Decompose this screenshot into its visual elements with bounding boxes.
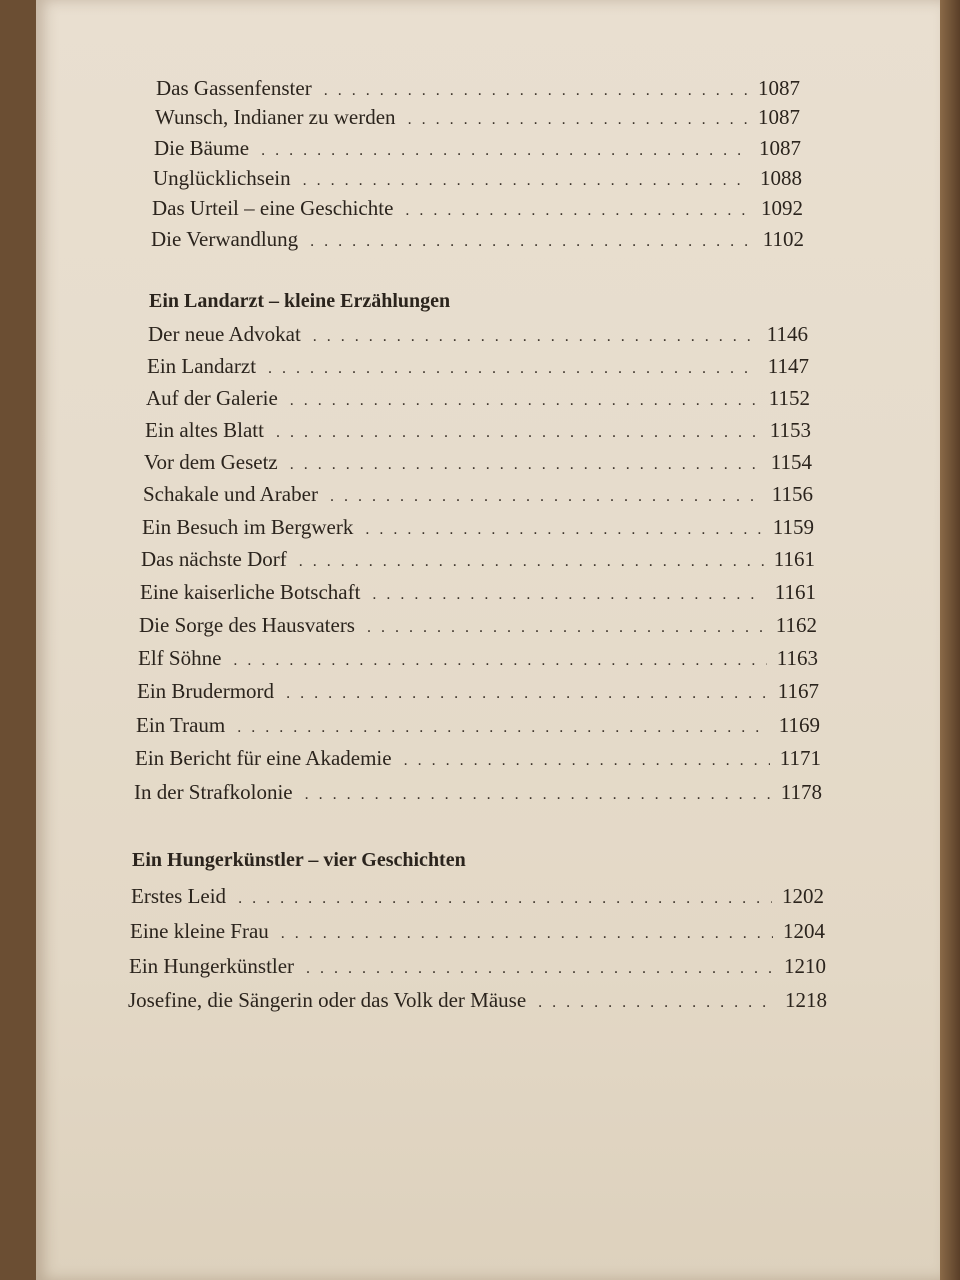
toc-entry-title: Die Verwandlung <box>151 227 299 251</box>
toc-entry-page: 1161 <box>773 547 815 571</box>
toc-entry-title: Ein Brudermord <box>137 679 275 703</box>
toc-entry-title: Josefine, die Sängerin oder das Volk der Mäuse <box>128 988 527 1012</box>
toc-entry-title: Das Urteil – eine Geschichte <box>152 196 394 220</box>
dot-leader <box>372 586 764 604</box>
dot-leader <box>237 719 768 737</box>
toc-entry <box>137 679 819 704</box>
dot-leader <box>233 652 766 670</box>
toc-entry <box>146 386 810 411</box>
dot-leader <box>281 925 773 943</box>
toc-entry <box>135 746 821 771</box>
section-heading: Ein Hungerkünstler – vier Geschichten <box>132 849 466 871</box>
dot-leader <box>313 328 757 346</box>
toc-entry <box>128 988 827 1013</box>
toc-entry <box>136 713 820 738</box>
dot-leader <box>538 994 775 1012</box>
dot-leader <box>405 202 751 220</box>
dot-leader <box>310 233 753 251</box>
toc-entry-page: 1156 <box>771 482 813 506</box>
dot-leader <box>367 619 766 637</box>
section-heading: Ein Landarzt – kleine Erzählungen <box>149 290 451 312</box>
toc-entry-title: Ein Besuch im Bergwerk <box>142 515 354 539</box>
toc-entry-title: Vor dem Gesetz <box>144 450 278 474</box>
toc-entry <box>130 919 825 944</box>
dot-leader <box>330 488 762 506</box>
toc-entry-page: 1146 <box>766 322 808 346</box>
toc-entry <box>151 227 804 252</box>
toc-entry-page: 1171 <box>779 746 821 770</box>
toc-entry-page: 1088 <box>760 166 802 190</box>
toc-entry <box>154 136 801 161</box>
toc-entry-page: 1202 <box>782 884 824 908</box>
toc-entry-title: Ein Hungerkünstler <box>129 954 295 978</box>
dot-leader <box>276 424 760 442</box>
toc-entry-title: Schakale und Araber <box>143 482 318 506</box>
toc-entry-title: Eine kleine Frau <box>130 919 269 943</box>
toc-entry <box>141 547 815 572</box>
dot-leader <box>408 111 748 129</box>
toc-entry <box>138 646 818 671</box>
toc-entry <box>155 105 800 130</box>
toc-entry-page: 1218 <box>785 988 827 1012</box>
toc-entry-page: 1210 <box>784 954 826 978</box>
toc-entry <box>145 418 811 443</box>
toc-entry-page: 1087 <box>758 76 800 100</box>
toc-entry-page: 1161 <box>774 580 816 604</box>
toc-entry-title: Die Sorge des Hausvaters <box>139 613 355 637</box>
toc-entry-title: Erstes Leid <box>131 884 227 908</box>
toc-entry-page: 1152 <box>768 386 810 410</box>
toc-entry <box>140 580 816 605</box>
toc-entry-page: 1178 <box>780 780 822 804</box>
dot-leader <box>290 392 759 410</box>
toc-entry-title: Eine kaiserliche Botschaft <box>140 580 361 604</box>
toc-entry <box>156 76 800 101</box>
toc-entry <box>144 450 812 475</box>
dot-leader <box>306 960 774 978</box>
toc-entry <box>153 166 802 191</box>
toc-entry-title: Ein altes Blatt <box>145 418 264 442</box>
dot-leader <box>404 752 770 770</box>
toc-entry-title: Das nächste Dorf <box>141 547 287 571</box>
toc-entry-page: 1147 <box>767 354 809 378</box>
toc-entry-title: Elf Söhne <box>138 646 222 670</box>
dot-leader <box>324 82 748 100</box>
toc-entry <box>129 954 826 979</box>
toc-entry-page: 1087 <box>758 105 800 129</box>
toc-entry-page: 1154 <box>770 450 812 474</box>
toc-entry-title: Wunsch, Indianer zu werden <box>155 105 396 129</box>
dot-leader <box>365 521 762 539</box>
dot-leader <box>238 890 772 908</box>
toc-entry-page: 1167 <box>777 679 819 703</box>
toc-entry-title: Der neue Advokat <box>148 322 301 346</box>
toc-entry-page: 1153 <box>769 418 811 442</box>
toc-entry-page: 1162 <box>775 613 817 637</box>
dot-leader <box>268 360 758 378</box>
toc-entry <box>143 482 813 507</box>
toc-entry-page: 1092 <box>761 196 803 220</box>
toc-entry-title: Unglücklichsein <box>153 166 291 190</box>
toc-entry-title: Ein Traum <box>136 713 226 737</box>
toc-entry-title: Ein Landarzt <box>147 354 257 378</box>
toc-entry-title: Ein Bericht für eine Akademie <box>135 746 392 770</box>
toc-entry <box>147 354 809 379</box>
toc-entry-title: Auf der Galerie <box>146 386 278 410</box>
toc-entry <box>148 322 808 347</box>
toc-entry <box>152 196 803 221</box>
dot-leader <box>303 172 750 190</box>
toc-entry-page: 1163 <box>776 646 818 670</box>
toc-entry-title: Die Bäume <box>154 136 250 160</box>
toc-entry-page: 1087 <box>759 136 801 160</box>
toc-entry <box>139 613 817 638</box>
toc-entry-page: 1159 <box>772 515 814 539</box>
dot-leader <box>305 786 771 804</box>
dot-leader <box>290 456 761 474</box>
toc-entry-title: In der Strafkolonie <box>134 780 293 804</box>
toc-entry-page: 1204 <box>783 919 825 943</box>
toc-entry-page: 1169 <box>778 713 820 737</box>
dot-leader <box>299 553 764 571</box>
toc-entry-page: 1102 <box>762 227 804 251</box>
toc-entry <box>131 884 824 909</box>
dot-leader <box>261 142 749 160</box>
toc-entry-title: Das Gassenfenster <box>156 76 312 100</box>
dot-leader <box>286 685 768 703</box>
toc-entry <box>142 515 814 540</box>
toc-entry <box>134 780 822 805</box>
